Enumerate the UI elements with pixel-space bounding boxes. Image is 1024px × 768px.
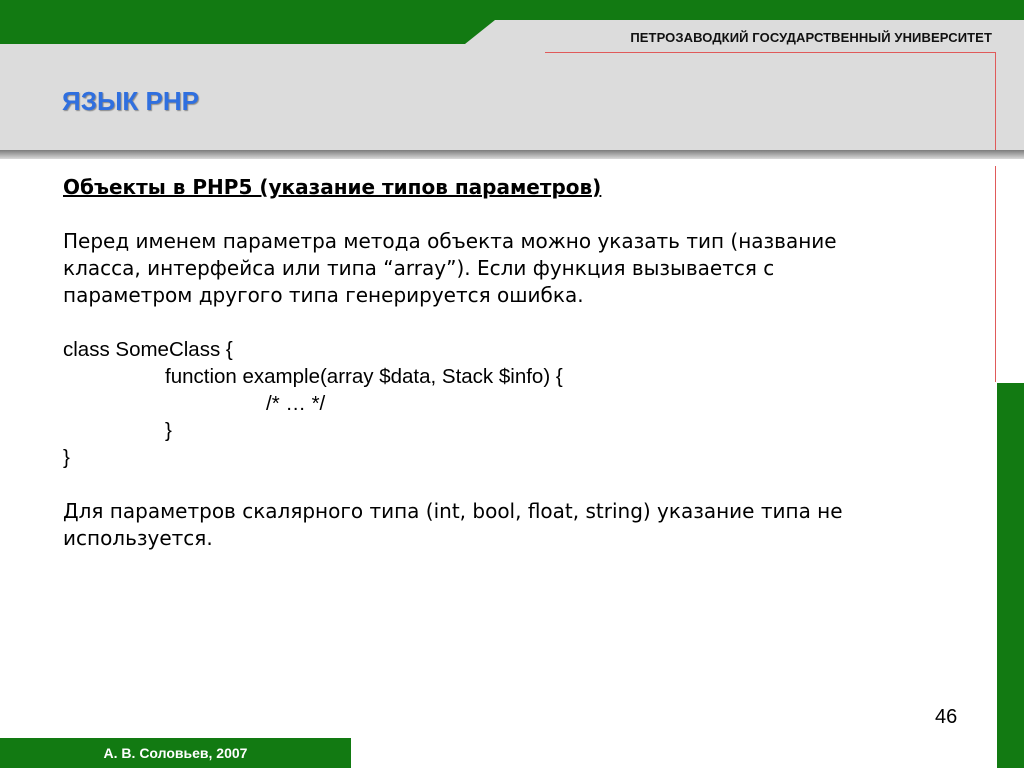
paragraph-line: Для параметров скалярного типа (int, bool, float, string) указание типа не xyxy=(63,499,843,523)
header-shadow xyxy=(0,150,1024,159)
paragraph-line: Перед именем параметра метода объекта можно указать тип (название xyxy=(63,229,837,253)
code-line: class SomeClass { xyxy=(63,338,233,361)
accent-line-vertical-bottom xyxy=(995,166,996,382)
paragraph-line: параметром другого типа генерируется ошибка. xyxy=(63,283,584,307)
code-line: } xyxy=(63,446,70,469)
slide-title: ЯЗЫК PHP xyxy=(62,86,199,116)
paragraph-line: используется. xyxy=(63,526,213,550)
spacer xyxy=(63,309,963,336)
accent-line-vertical-top xyxy=(995,52,996,150)
code-line: function example(array $data, Stack $info) { xyxy=(165,365,563,388)
university-name: ПЕТРОЗАВОДКИЙ ГОСУДАРСТВЕННЫЙ УНИВЕРСИТЕТ xyxy=(630,30,992,45)
accent-line-horizontal xyxy=(545,52,996,53)
paragraph-line: класса, интерфейса или типа “array”). Если функция вызывается с xyxy=(63,256,775,280)
spacer xyxy=(63,471,963,498)
page-number: 46 xyxy=(935,706,958,728)
slide-content xyxy=(63,174,963,552)
section-subtitle: Объекты в PHP5 (указание типов параметров) xyxy=(63,175,602,199)
footer-author: А. В. Соловьев, 2007 xyxy=(103,745,248,761)
code-line: } xyxy=(165,419,172,442)
spacer xyxy=(63,201,963,228)
code-line: /* … */ xyxy=(266,392,326,415)
right-green-band xyxy=(997,383,1024,768)
